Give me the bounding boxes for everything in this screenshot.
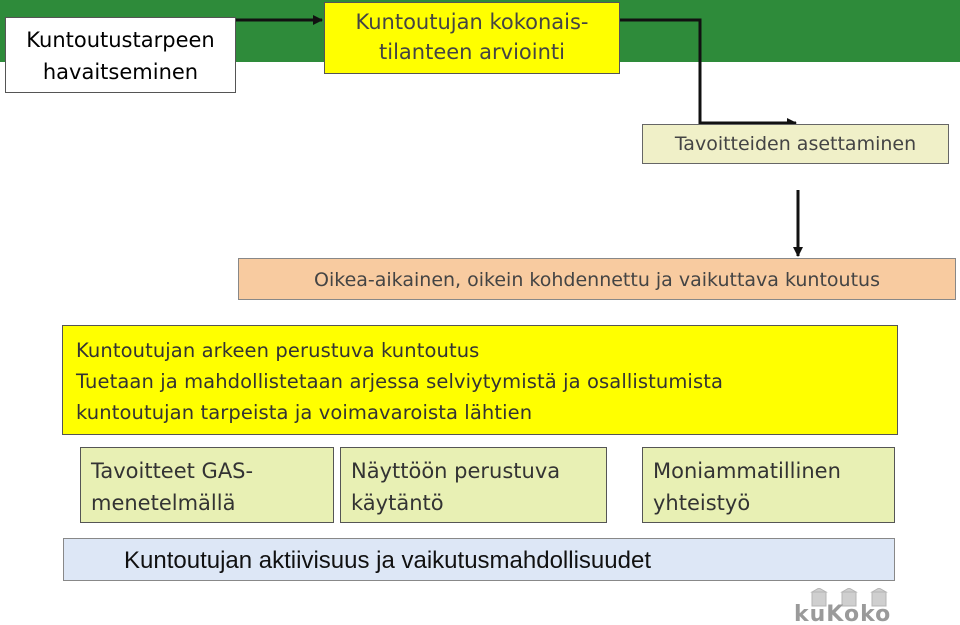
building-logo-icon <box>790 588 915 624</box>
evidence-line-2: käytäntö <box>351 491 444 515</box>
everyday-line-3: kuntoutujan tarpeista ja voimavaroista lähtien <box>76 401 533 424</box>
assessment-line-1: Kuntoutujan kokonais- <box>355 10 589 34</box>
everyday-rehab-box <box>62 325 898 435</box>
evidence-based-box <box>340 447 607 523</box>
assessment-box <box>324 2 620 74</box>
client-activity-label: Kuntoutujan aktiivisuus ja vaikutusmahdollisuudet <box>124 547 651 574</box>
recognition-box <box>5 17 236 93</box>
everyday-line-1: Kuntoutujan arkeen perustuva kuntoutus <box>76 339 480 362</box>
recognition-line-2: havaitseminen <box>42 60 199 84</box>
svg-text:kuKoko: kuKoko <box>794 602 892 624</box>
multiprofessional-line-1: Moniammatillinen <box>653 459 841 483</box>
everyday-line-2: Tuetaan ja mahdollistetaan arjessa selviytymistä ja osallistumista <box>76 370 724 393</box>
evidence-line-1: Näyttöön perustuva <box>351 459 561 483</box>
timely-rehab-box <box>238 258 956 300</box>
multiprofessional-box <box>642 447 895 523</box>
client-activity-box <box>63 538 895 581</box>
goals-label: Tavoitteiden asettaminen <box>674 133 917 155</box>
gas-goals-box <box>80 447 334 523</box>
gas-line-2: menetelmällä <box>91 491 236 515</box>
multiprofessional-line-2: yhteistyö <box>653 491 751 515</box>
recognition-line-1: Kuntoutustarpeen <box>26 28 215 52</box>
assessment-line-2: tilanteen arviointi <box>379 40 565 64</box>
arrow-assessment-to-goals <box>620 20 796 123</box>
gas-line-1: Tavoitteet GAS- <box>91 459 254 483</box>
goals-box <box>642 124 949 164</box>
timely-rehab-label: Oikea-aikainen, oikein kohdennettu ja vaikuttava kuntoutus <box>314 269 880 291</box>
